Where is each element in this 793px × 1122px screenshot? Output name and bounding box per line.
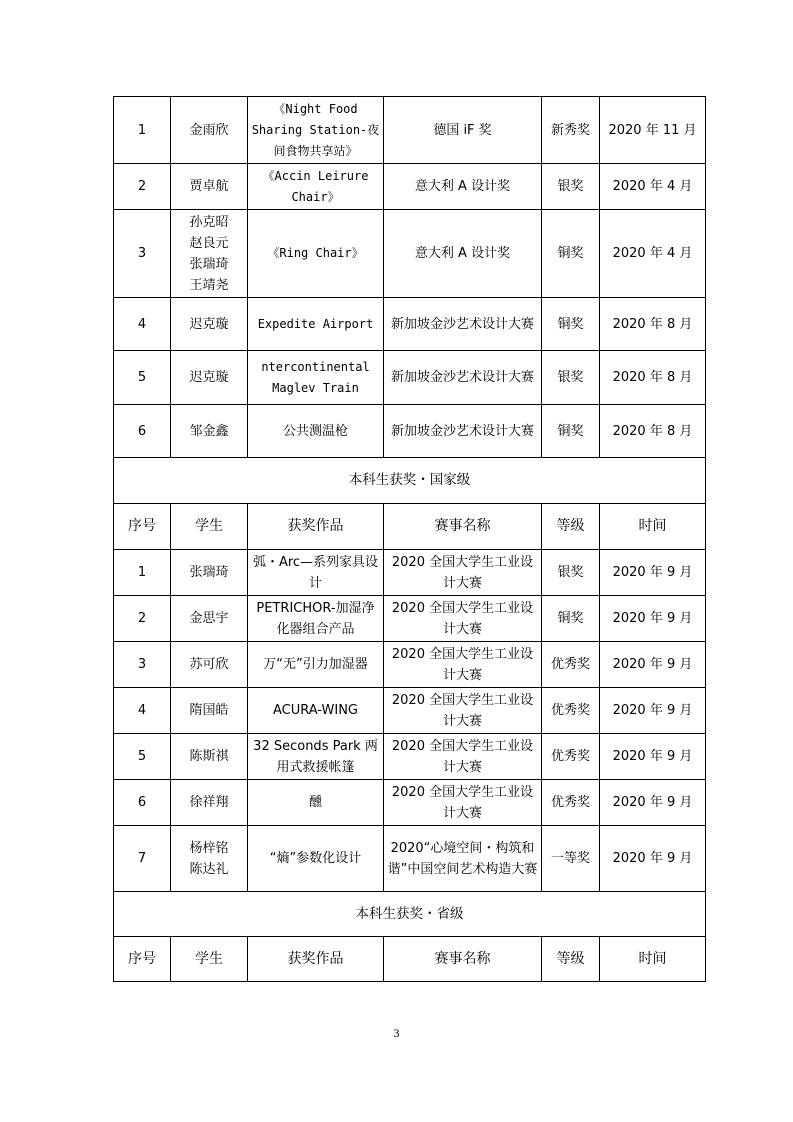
award-work: 《Ring Chair》 xyxy=(248,210,384,298)
student-names: 苏可欣 xyxy=(171,642,248,688)
award-time: 2020 年 11 月 xyxy=(600,97,706,164)
table-row xyxy=(114,164,706,210)
student-names: 杨梓铭 陈达礼 xyxy=(171,826,248,892)
table-row xyxy=(114,210,706,298)
row-number: 3 xyxy=(114,210,171,298)
table-row xyxy=(114,596,706,642)
student-names: 邹金鑫 xyxy=(171,405,248,458)
row-number: 1 xyxy=(114,97,171,164)
row-number: 4 xyxy=(114,688,171,734)
section-row xyxy=(114,892,706,937)
award-work: 万“无”引力加湿器 xyxy=(248,642,384,688)
row-number: 5 xyxy=(114,351,171,405)
award-work: Expedite Airport xyxy=(248,298,384,351)
student-names: 张瑞琦 xyxy=(171,550,248,596)
table-row xyxy=(114,780,706,826)
header-work: 获奖作品 xyxy=(248,504,384,550)
table-row xyxy=(114,97,706,164)
student-names: 迟克璇 xyxy=(171,298,248,351)
header-student: 学生 xyxy=(171,504,248,550)
competition-name: 新加坡金沙艺术设计大赛 xyxy=(384,405,542,458)
award-time: 2020 年 9 月 xyxy=(600,550,706,596)
competition-name: 新加坡金沙艺术设计大赛 xyxy=(384,298,542,351)
award-level: 银奖 xyxy=(542,550,600,596)
student-names: 金思宇 xyxy=(171,596,248,642)
award-work: 32 Seconds Park 两用式救援帐篷 xyxy=(248,734,384,780)
award-level: 新秀奖 xyxy=(542,97,600,164)
award-level: 铜奖 xyxy=(542,405,600,458)
award-time: 2020 年 9 月 xyxy=(600,826,706,892)
section-title-provincial: 本科生获奖・省级 xyxy=(114,892,706,937)
award-level: 优秀奖 xyxy=(542,780,600,826)
competition-name: 新加坡金沙艺术设计大赛 xyxy=(384,351,542,405)
competition-name: 2020 全国大学生工业设计大赛 xyxy=(384,596,542,642)
award-work: 醺 xyxy=(248,780,384,826)
student-names: 孙克昭 赵良元 张瑞琦 王靖尧 xyxy=(171,210,248,298)
award-time: 2020 年 9 月 xyxy=(600,596,706,642)
competition-name: 2020 全国大学生工业设计大赛 xyxy=(384,780,542,826)
row-number: 7 xyxy=(114,826,171,892)
table-row xyxy=(114,826,706,892)
table-row xyxy=(114,642,706,688)
row-number: 3 xyxy=(114,642,171,688)
award-level: 铜奖 xyxy=(542,596,600,642)
award-time: 2020 年 8 月 xyxy=(600,298,706,351)
header-level: 等级 xyxy=(542,504,600,550)
competition-name: 2020 全国大学生工业设计大赛 xyxy=(384,734,542,780)
header-time: 时间 xyxy=(600,504,706,550)
competition-name: 2020 全国大学生工业设计大赛 xyxy=(384,550,542,596)
award-work: 弧・Arc—系列家具设计 xyxy=(248,550,384,596)
row-number: 4 xyxy=(114,298,171,351)
header-level: 等级 xyxy=(542,937,600,982)
competition-name: 2020 全国大学生工业设计大赛 xyxy=(384,688,542,734)
award-time: 2020 年 4 月 xyxy=(600,210,706,298)
award-work: 《Night Food Sharing Station-夜间食物共享站》 xyxy=(248,97,384,164)
row-number: 1 xyxy=(114,550,171,596)
row-number: 6 xyxy=(114,405,171,458)
award-level: 一等奖 xyxy=(542,826,600,892)
page-number: 3 xyxy=(393,1026,400,1040)
award-work: “熵”参数化设计 xyxy=(248,826,384,892)
row-number: 2 xyxy=(114,596,171,642)
student-names: 徐祥翔 xyxy=(171,780,248,826)
award-level: 铜奖 xyxy=(542,298,600,351)
competition-name: 德国 iF 奖 xyxy=(384,97,542,164)
header-time: 时间 xyxy=(600,937,706,982)
row-number: 2 xyxy=(114,164,171,210)
award-level: 优秀奖 xyxy=(542,642,600,688)
header-row xyxy=(114,937,706,982)
section-title-national: 本科生获奖・国家级 xyxy=(114,458,706,504)
award-time: 2020 年 9 月 xyxy=(600,734,706,780)
competition-name: 2020“心境空间・构筑和谐”中国空间艺术构造大赛 xyxy=(384,826,542,892)
award-time: 2020 年 8 月 xyxy=(600,351,706,405)
student-names: 隋国皓 xyxy=(171,688,248,734)
awards-table xyxy=(113,96,706,982)
header-row xyxy=(114,504,706,550)
award-work: PETRICHOR-加湿净化器组合产品 xyxy=(248,596,384,642)
competition-name: 意大利 A 设计奖 xyxy=(384,210,542,298)
student-names: 陈斯祺 xyxy=(171,734,248,780)
table-row xyxy=(114,298,706,351)
student-names: 贾卓航 xyxy=(171,164,248,210)
table-row xyxy=(114,405,706,458)
award-time: 2020 年 9 月 xyxy=(600,688,706,734)
row-number: 5 xyxy=(114,734,171,780)
award-work: 《Accin Leirure Chair》 xyxy=(248,164,384,210)
award-time: 2020 年 8 月 xyxy=(600,405,706,458)
table-row xyxy=(114,688,706,734)
award-time: 2020 年 9 月 xyxy=(600,780,706,826)
competition-name: 2020 全国大学生工业设计大赛 xyxy=(384,642,542,688)
table-row xyxy=(114,351,706,405)
header-competition: 赛事名称 xyxy=(384,504,542,550)
student-names: 迟克璇 xyxy=(171,351,248,405)
award-work: ntercontinental Maglev Train xyxy=(248,351,384,405)
student-names: 金雨欣 xyxy=(171,97,248,164)
award-time: 2020 年 4 月 xyxy=(600,164,706,210)
table-row xyxy=(114,734,706,780)
award-level: 优秀奖 xyxy=(542,688,600,734)
header-student: 学生 xyxy=(171,937,248,982)
award-work: ACURA-WING xyxy=(248,688,384,734)
competition-name: 意大利 A 设计奖 xyxy=(384,164,542,210)
header-competition: 赛事名称 xyxy=(384,937,542,982)
award-level: 铜奖 xyxy=(542,210,600,298)
award-level: 优秀奖 xyxy=(542,734,600,780)
award-level: 银奖 xyxy=(542,164,600,210)
header-number: 序号 xyxy=(114,504,171,550)
header-number: 序号 xyxy=(114,937,171,982)
award-level: 银奖 xyxy=(542,351,600,405)
header-work: 获奖作品 xyxy=(248,937,384,982)
award-work: 公共测温枪 xyxy=(248,405,384,458)
award-time: 2020 年 9 月 xyxy=(600,642,706,688)
row-number: 6 xyxy=(114,780,171,826)
table-row xyxy=(114,550,706,596)
section-row xyxy=(114,458,706,504)
